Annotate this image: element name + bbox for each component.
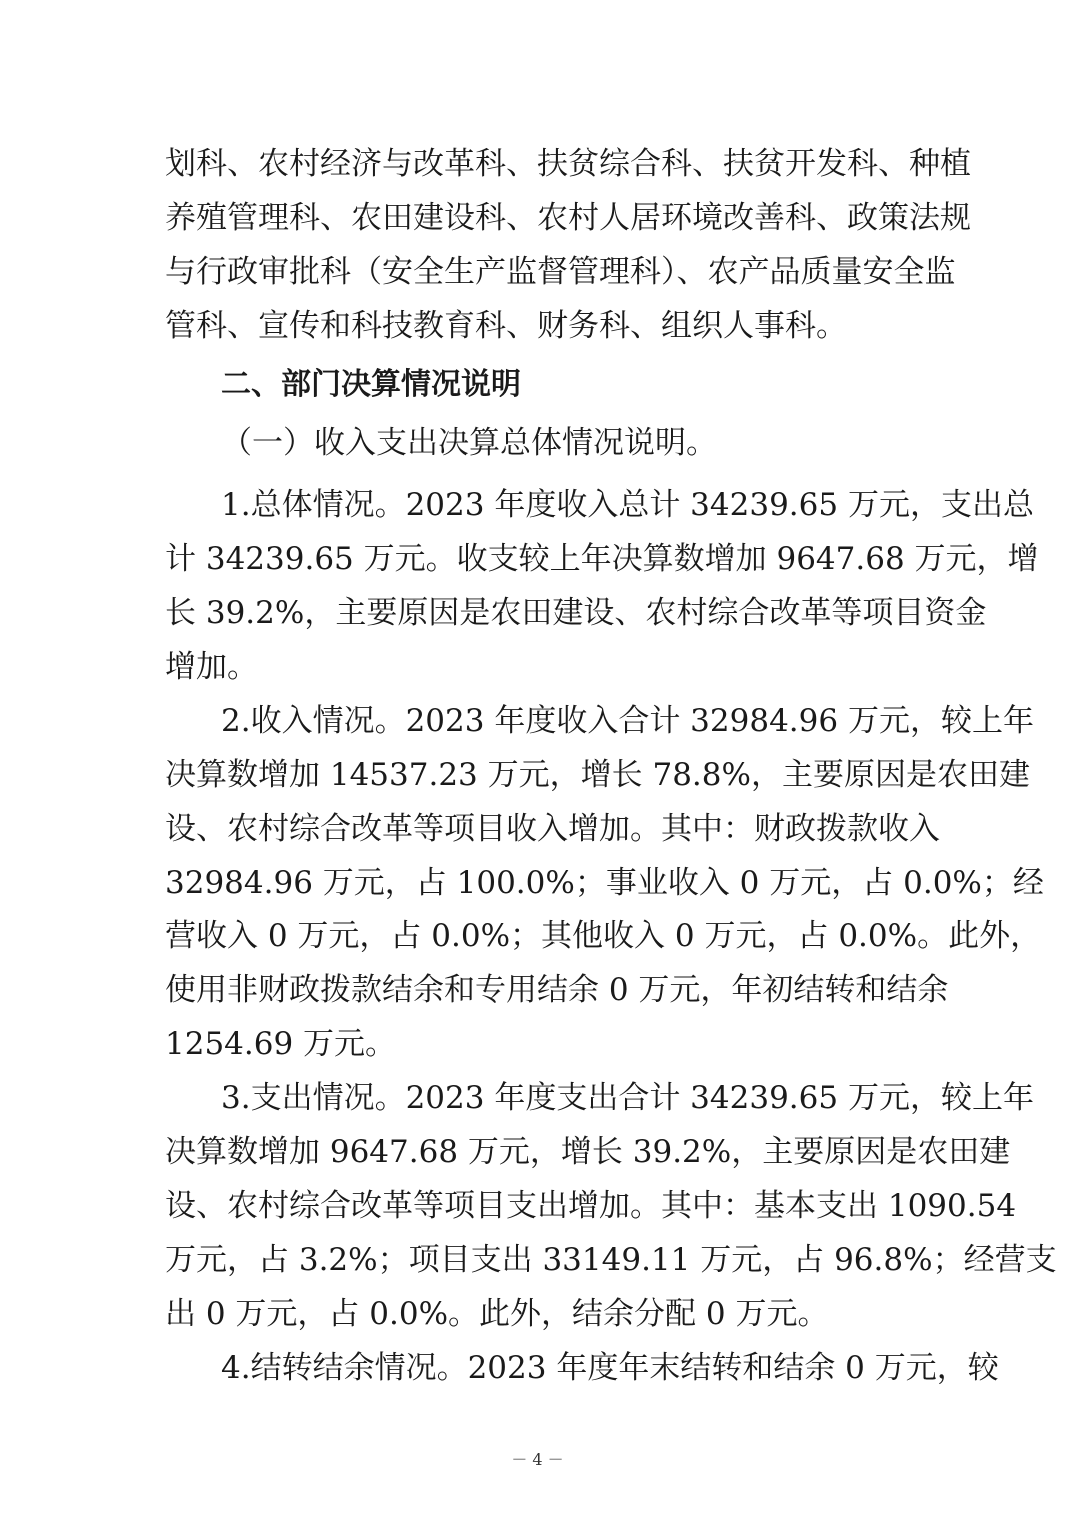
- para3-line-4: 万元，占 3.2%；项目支出 33149.11 万元，占 96.8%；经营支: [165, 1242, 1057, 1278]
- para1-line-1: 1.总体情况。2023 年度收入总计 34239.65 万元，支出总: [221, 487, 1034, 523]
- intro-line-2: 养殖管理科、农田建设科、农村人居环境改善科、政策法规: [165, 200, 971, 236]
- para3-line-5: 出 0 万元，占 0.0%。此外，结余分配 0 万元。: [165, 1296, 829, 1332]
- para3-line-1: 3.支出情况。2023 年度支出合计 34239.65 万元，较上年: [221, 1080, 1034, 1116]
- para4-line-1: 4.结转结余情况。2023 年度年末结转和结余 0 万元，较: [221, 1350, 999, 1386]
- para2-line-7: 1254.69 万元。: [165, 1026, 397, 1062]
- para2-line-4: 32984.96 万元，占 100.0%；事业收入 0 万元，占 0.0%；经: [165, 865, 1044, 901]
- para1-line-2: 计 34239.65 万元。收支较上年决算数增加 9647.68 万元，增: [165, 541, 1039, 577]
- para2-line-1: 2.收入情况。2023 年度收入合计 32984.96 万元，较上年: [221, 703, 1034, 739]
- intro-line-1: 划科、农村经济与改革科、扶贫综合科、扶贫开发科、种植: [165, 146, 971, 182]
- para1-line-3: 长 39.2%，主要原因是农田建设、农村综合改革等项目资金: [165, 595, 987, 631]
- para2-line-5: 营收入 0 万元，占 0.0%；其他收入 0 万元，占 0.0%。此外，: [165, 918, 1042, 954]
- para2-line-3: 设、农村综合改革等项目收入增加。其中：财政拨款收入: [165, 811, 940, 847]
- para2-line-2: 决算数增加 14537.23 万元，增长 78.8%，主要原因是农田建: [165, 757, 1030, 793]
- para2-line-6: 使用非财政拨款结余和专用结余 0 万元，年初结转和结余: [165, 972, 949, 1008]
- para3-line-2: 决算数增加 9647.68 万元，增长 39.2%，主要原因是农田建: [165, 1134, 1011, 1170]
- para3-line-3: 设、农村综合改革等项目支出增加。其中：基本支出 1090.54: [165, 1188, 1017, 1224]
- subsection-heading: （一）收入支出决算总体情况说明。: [221, 425, 717, 461]
- para1-line-4: 增加。: [165, 649, 258, 685]
- page-number: － 4 －: [511, 1450, 564, 1469]
- intro-line-4: 管科、宣传和科技教育科、财务科、组织人事科。: [165, 308, 847, 344]
- intro-line-3: 与行政审批科（安全生产监督管理科）、农产品质量安全监: [165, 254, 956, 290]
- section-heading: 二、部门决算情况说明: [221, 367, 521, 402]
